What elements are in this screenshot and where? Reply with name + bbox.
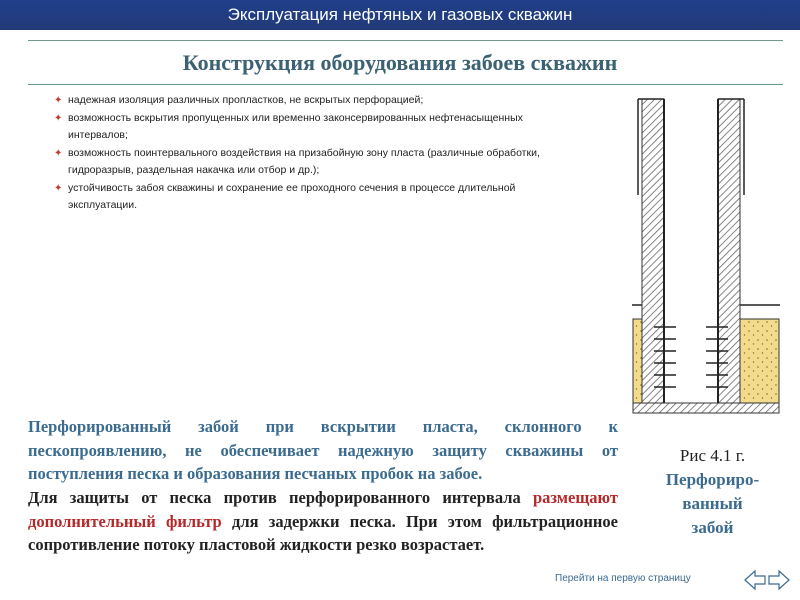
paragraph-filter-start: Для защиты от песка против перфорированного интервала: [28, 488, 533, 507]
first-page-link[interactable]: Перейти на первую страницу: [555, 573, 691, 584]
nav-arrows: [743, 568, 791, 592]
title-divider: [28, 84, 783, 85]
bullet-item: [54, 145, 574, 180]
arrow-right-icon[interactable]: [769, 571, 789, 589]
caption-line-3: забой: [691, 518, 734, 537]
bullet-text: устойчивость забоя скважины и сохранение ее проходного сечения в процессе длительной эксплуатации.: [68, 181, 516, 211]
well-bottom: [633, 403, 779, 413]
caption-line-1: Перфориро-: [665, 470, 760, 489]
paragraph-filter: [28, 486, 618, 557]
bullet-item: [54, 110, 574, 145]
figure-caption: [630, 444, 795, 540]
paragraph-filter-highlight: размещают дополнительный фильтр: [28, 488, 618, 531]
header-title: Эксплуатация нефтяных и газовых скважин: [227, 5, 573, 24]
bullet-icon: ✦: [54, 182, 63, 194]
paragraph-sand-problem: Перфорированный забой при вскрытии пласта, склонного к пескопроявлению, не обеспечивает надежную защиту скважины от поступления песка и образования песчаных пробок на забое.: [28, 417, 618, 483]
caption-number: Рис 4.1 г.: [679, 446, 746, 465]
paragraph-filter-end: для задержки песка. При этом фильтрационное сопротивление потоку пластовой жидкости резко возрастает.: [28, 511, 619, 554]
slide-title: Конструкция оборудования забоев скважин: [182, 50, 618, 75]
bullet-icon: ✦: [54, 147, 63, 159]
bullet-item: [54, 180, 574, 215]
bullet-text: возможность вскрытия пропущенных или временно законсервированных нефтенасыщенных интервалов;: [68, 111, 523, 141]
bullet-list: [54, 92, 574, 215]
bullet-text: надежная изоляция различных пропластков, не вскрытых перфорацией;: [68, 94, 424, 106]
bullet-text: возможность поинтервального воздействия на призабойную зону пласта (различные обработки, гидроразрыв, раздельная накачка или отбор и др.);: [68, 146, 540, 176]
bullet-icon: ✦: [54, 112, 63, 124]
bullet-icon: ✦: [54, 95, 63, 106]
arrow-left-icon[interactable]: [745, 571, 765, 589]
top-divider: [28, 40, 783, 41]
perforated-well-diagram: [630, 95, 782, 425]
caption-line-2: ванный: [682, 494, 743, 513]
bullet-item: [54, 92, 574, 110]
